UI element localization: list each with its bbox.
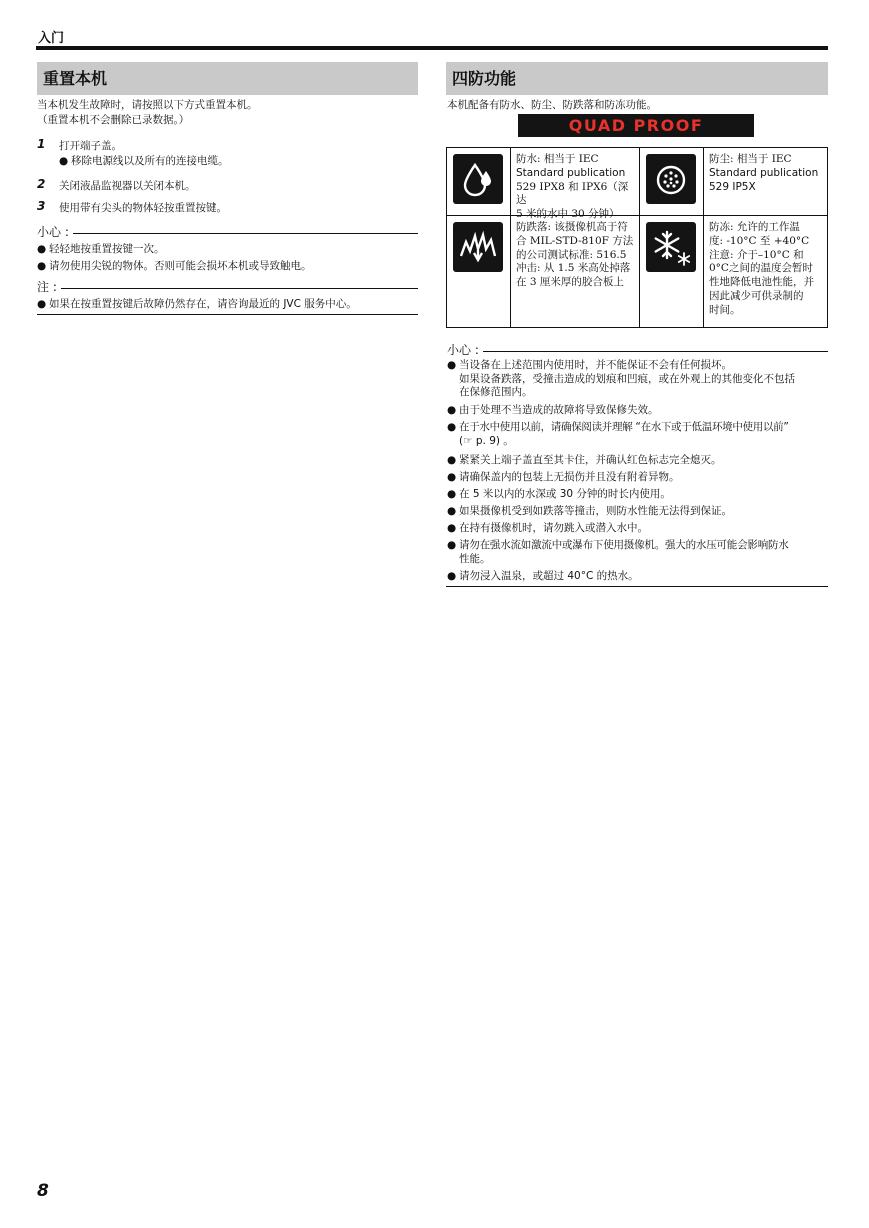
- section-label: 入门: [38, 31, 65, 46]
- caution-heading: 小心 :: [37, 225, 418, 239]
- page-number: 8: [37, 1181, 49, 1201]
- shock-cell-text: 防跌落: 该摄像机高于符 合 MIL-STD-810F 方法 的公司测试标准: 516.5 冲击: 从 1.5 米高处掉落 在 3 厘米厚的胶合板上: [516, 221, 634, 289]
- step-text: 使用带有尖头的物体轻按重置按键。: [59, 202, 227, 214]
- intro-line: 当本机发生故障时，请按照以下方式重置本机。: [37, 99, 258, 111]
- quad-caution-heading: 小心 :: [447, 343, 828, 357]
- quad-caution-item: ● 紧紧关上端子盖直至其卡住，并确认红色标志完全熄灭。: [447, 454, 722, 466]
- top-rule: [36, 46, 828, 50]
- reset-intro: [37, 98, 258, 128]
- shock-cell-icon: [447, 216, 510, 282]
- quad-caution-item: ● 在 5 米以内的水深或 30 分钟的时长内使用。: [447, 488, 671, 500]
- reset-heading: 重置本机: [37, 62, 418, 95]
- freeze-cell-text: 防冻: 允许的工作温 度: -10°C 至 +40°C 注意: 介于–10°C 和 0°C之间的温度会暂时 性地降低电池性能，并 因此减少可供录制的 时间。: [709, 221, 814, 316]
- quad-caution-item: ● 请勿在强水流如激流中或瀑布下使用摄像机。强大的水压可能会影响防水 性能。: [447, 539, 789, 565]
- quad-proof-intro: 本机配备有防水、防尘、防跌落和防冻功能。: [447, 99, 657, 111]
- snowflake-icon: [646, 222, 696, 272]
- water-cell-text: 防水: 相当于 IEC Standard publication 529 IPX8 和 IPX6（深达 5 米的水中 30 分钟）: [516, 153, 629, 221]
- bullet-icon: ●: [447, 421, 457, 433]
- bullet-icon: ●: [37, 298, 47, 310]
- dust-cell-icon: [640, 148, 703, 214]
- step-text: 关闭液晶监视器以关闭本机。: [59, 180, 196, 192]
- water-drop-icon: [453, 154, 503, 204]
- bullet-icon: ●: [37, 260, 47, 272]
- quad-caution-item: ● 在于水中使用以前，请确保阅读并理解 “在水下或于低温环境中使用以前” (☞ p. 9) 。: [447, 421, 789, 447]
- quad-caution-item: ● 请确保盖内的包装上无损伤并且没有附着异物。: [447, 471, 680, 483]
- bullet-icon: ●: [447, 471, 457, 483]
- intro-line: （重置本机不会删除已录数据。）: [37, 114, 190, 126]
- bullet-icon: ●: [447, 488, 457, 500]
- step-number: 3: [37, 199, 46, 213]
- step-text: 打开端子盖。: [59, 140, 122, 152]
- quad-caution-item: ● 在持有摄像机时，请勿跳入或潜入水中。: [447, 522, 648, 534]
- divider: [37, 314, 418, 315]
- step-number: 2: [37, 177, 46, 191]
- bullet-icon: ●: [447, 539, 457, 551]
- bullet-icon: ●: [447, 570, 457, 582]
- quad-caution-item: ● 当设备在上述范围内使用时，并不能保证不会有任何损坏。 如果设备跌落，受撞击造成的划痕和凹痕，或在外观上的其他变化不包括 在保修范围内。: [447, 359, 795, 398]
- bullet-icon: ●: [37, 243, 47, 255]
- bullet-icon: ●: [59, 155, 69, 167]
- quad-caution-item: ● 由于处理不当造成的故障将导致保修失效。: [447, 404, 659, 416]
- quad-caution-item: ● 如果摄像机受到如跌落等撞击，则防水性能无法得到保证。: [447, 505, 732, 517]
- quad-proof-logo-text: QUAD PROOF: [568, 116, 704, 135]
- freeze-cell-icon: [640, 216, 703, 282]
- step-number: 1: [37, 137, 46, 151]
- quad-proof-logo: [518, 114, 754, 137]
- bullet-icon: ●: [447, 522, 457, 534]
- divider: [446, 586, 828, 587]
- bullet-icon: ●: [447, 359, 457, 371]
- shock-icon: [453, 222, 503, 272]
- feature-table: [446, 147, 828, 328]
- quad-caution-item: ● 请勿浸入温泉，或超过 40°C 的热水。: [447, 570, 639, 582]
- note-heading: 注 :: [37, 280, 418, 294]
- bullet-icon: ●: [447, 454, 457, 466]
- water-cell-icon: [447, 148, 510, 214]
- bullet-icon: ●: [447, 505, 457, 517]
- dust-icon: [646, 154, 696, 204]
- dust-cell-text: 防尘: 相当于 IEC Standard publication 529 IP5X: [709, 153, 819, 193]
- bullet-icon: ●: [447, 404, 457, 416]
- page-reference-link[interactable]: (☞ p. 9) 。: [459, 434, 514, 447]
- quad-proof-heading: 四防功能: [446, 62, 828, 95]
